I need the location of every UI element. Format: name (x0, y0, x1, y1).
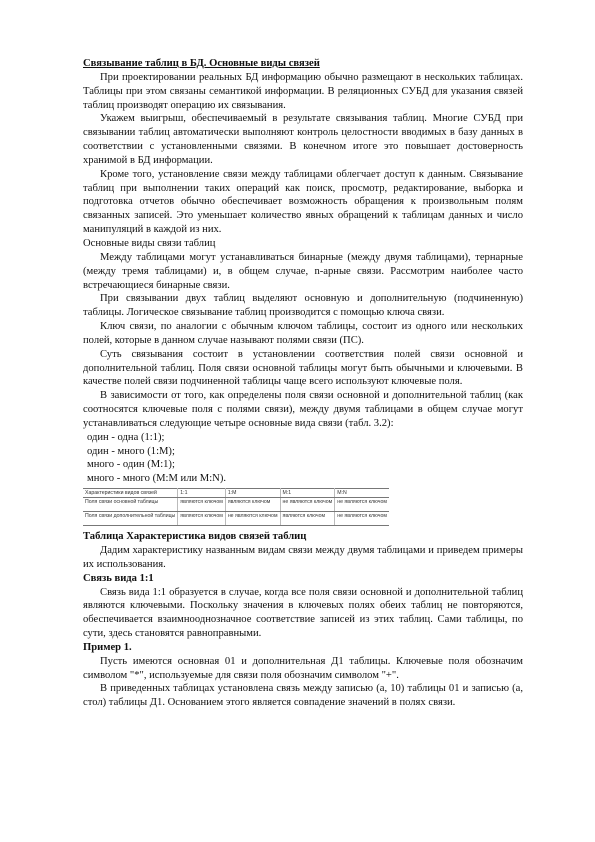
list-item: много - много (М:М или М:N). (87, 473, 226, 485)
list-item: один - много (1:М); (87, 445, 175, 457)
example-heading: Пример 1. (83, 641, 132, 653)
table-cell: не являются ключом (280, 498, 335, 512)
table-header-cell: Характеристики видов связей (83, 489, 178, 498)
paragraph-example-tables: Пусть имеются основная 01 и дополнительная Д1 таблицы. Ключевые поля обозначим символом "*", используемые для связи поля обозначим символом "+". (83, 655, 523, 681)
table-cell: являются ключом (178, 512, 226, 526)
paragraph-link-essence: Суть связывания состоит в установлении соответствия полей связи основной и дополнительной таблиц. Поля связи основной таблицы могут быть обычными и ключевыми. В качестве полей связи подчиненной таблицы чаще всего используют ключевые поля. (83, 348, 523, 388)
table-header-cell: М:1 (280, 489, 335, 498)
list-item: много - один (М:1); (87, 459, 175, 471)
table-cell: не являются ключом (335, 512, 389, 526)
table-cell: Поля связи дополнительной таблицы (83, 512, 178, 526)
table-cell: являются ключом (280, 512, 335, 526)
table-row (83, 498, 389, 512)
paragraph-example-link: В приведенных таблицах установлена связь между записью (а, 10) таблицы 01 и записью (а, стол) таблицы Д1. Основанием этого является совпадение значений в полях связи. (83, 683, 523, 709)
paragraph-benefits: Укажем выигрыш, обеспечиваемый в результате связывания таблиц. Многие СУБД при связывании таблиц автоматически выполняют контроль целостности вводимых в базу данных в соответствии с установленными связями. В конечном итоге это повышает достоверность хранимой в БД информации. (83, 113, 523, 166)
table-header-row (83, 489, 389, 498)
table-header-cell: 1:1 (178, 489, 226, 498)
table-cell: являются ключом (178, 498, 226, 512)
table-row (83, 512, 389, 526)
paragraph-intro: При проектировании реальных БД информацию обычно размещают в нескольких таблицах. Таблицы при этом связаны семантикой информации. В реляционных СУБД для указания связей таблиц производят операцию их связывания. (83, 71, 523, 111)
table-cell: не являются ключом (225, 512, 280, 526)
table-header-cell: 1:М (225, 489, 280, 498)
table-caption: Таблица Характеристика видов связей таблиц (83, 531, 307, 543)
link-types-list (83, 431, 523, 486)
paragraph-main-table: При связывании двух таблиц выделяют основную и дополнительную (подчиненную) таблицы. Логическое связывание таблиц производится с помощью ключа связи. (83, 293, 523, 319)
table-cell: являются ключом (225, 498, 280, 512)
paragraph-characteristics: Дадим характеристику названным видам связи между двумя таблицами и приведем примеры их использования. (83, 545, 523, 570)
paragraph-access: Кроме того, установление связи между таблицами облегчает доступ к данным. Связывание таблиц при выполнении таких операций как поиск, просмотр, редактирование, выборка и подготовка отчетов обычно обеспечивает возможность обращения к произвольным полям связанных записей. Это уменьшает количество явных обращений к таблицам данных и число манипуляций в каждой из них. (83, 168, 523, 236)
list-item: один - одна (1:1); (87, 431, 165, 443)
paragraph-binary-links: Между таблицами могут устанавливаться бинарные (между двумя таблицами), тернарные (между тремя таблицами) и, в общем случае, n-арные связи. Рассмотрим наиболее часто встречающиеся бинарные связи. (83, 251, 523, 291)
section-heading-one-to-one: Связь вида 1:1 (83, 572, 154, 584)
paragraph-four-types: В зависимости от того, как определены поля связи основной и дополнительной таблиц (как соотносятся ключевые поля с полями связи), между двумя таблицами в общем случае могут устанавливаться следующие четыре основные вида связи (табл. 3.2): (83, 390, 523, 429)
document-title: Связывание таблиц в БД. Основные виды связей (83, 58, 320, 69)
document-page (83, 57, 523, 710)
table-header-cell: М:N (335, 489, 389, 498)
table-cell: не являются ключом (335, 498, 389, 512)
table-cell: Поля связи основной таблицы (83, 498, 178, 512)
paragraph-one-to-one: Связь вида 1:1 образуется в случае, когда все поля связи основной и дополнительной таблиц являются ключевыми. Поскольку значения в ключевых полях обеих таблиц не повторяются, обеспечивается взаимнооднозначное соответствие записей из этих таблиц. Сами таблицы, по сути, здесь становятся равноправными. (83, 586, 523, 640)
section-heading-link-types: Основные виды связи таблиц (83, 237, 216, 249)
link-types-table (83, 488, 389, 526)
paragraph-link-key: Ключ связи, по аналогии с обычным ключом таблицы, состоит из одного или нескольких полей, которые в данном случае называют полями связи (ПС). (83, 321, 523, 346)
